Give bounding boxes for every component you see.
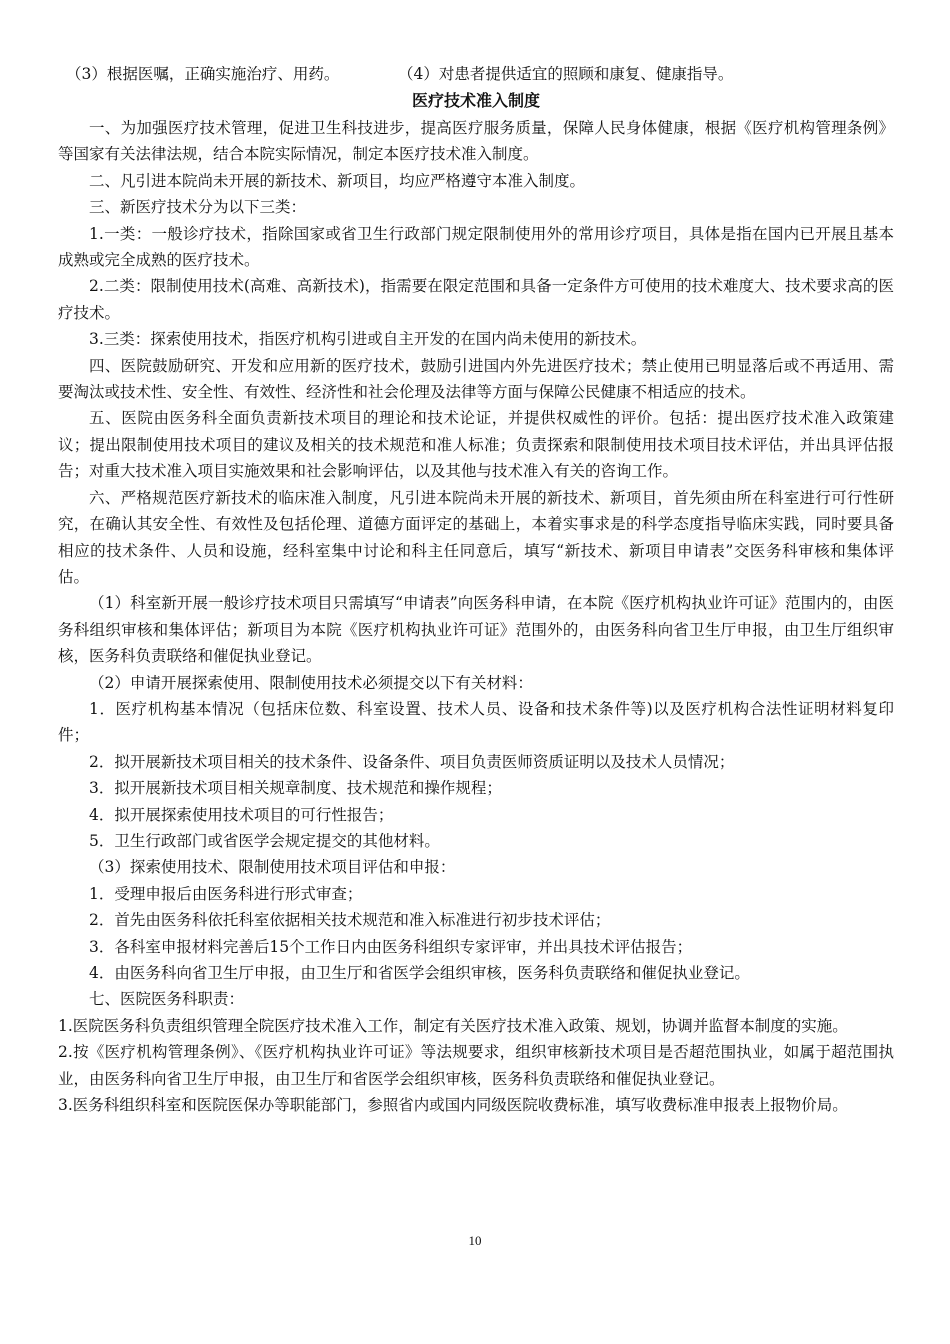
paragraph: 1．受理申报后由医务科进行形式审查； xyxy=(89,884,363,903)
paragraph: 三、新医疗技术分为以下三类： xyxy=(89,198,307,217)
carryover-item-4: （4）对患者提供适宜的照顾和康复、健康指导。 xyxy=(398,65,734,83)
paragraph: 2．首先由医务科依托科室依据相关技术规范和准入标准进行初步技术评估； xyxy=(89,911,611,930)
duty-item: 3.医务科组织科室和医院医保办等职能部门，参照省内或国内同级医院收费标准，填写收费标准申报表上报物价局。 xyxy=(58,1096,848,1115)
paragraph: 3.三类：探索使用技术，指医疗机构引进或自主开发的在国内尚未使用的新技术。 xyxy=(89,330,647,349)
paragraph: 五、医院由医务科全面负责新技术项目的理论和技术论证，并提供权威性的评价。包括：提出医疗技术准入政策建议；提出限制使用技术项目的建议及相关的技术规范和准人标准；负责探索和限制使用技术项目技术评估，并出具评估报告；对重大技术准入项目实施效果和社会影响评估，以及其他与技术准入有关的咨询工作。 xyxy=(58,409,894,481)
paragraph: 一、为加强医疗技术管理，促进卫生科技进步，提高医疗服务质量，保障人民身体健康，根据《医疗机构管理条例》等国家有关法律法规，结合本院实际情况，制定本医疗技术准入制度。 xyxy=(58,119,894,164)
paragraph: 四、医院鼓励研究、开发和应用新的医疗技术，鼓励引进国内外先进医疗技术；禁止使用已明显落后或不再适用、需要淘汰或技术性、安全性、有效性、经济性和社会伦理及法律等方面与保障公民健康不相适应的技术。 xyxy=(58,356,894,402)
carryover-item-3: （3）根据医嘱，正确实施治疗、用药。 xyxy=(66,65,340,83)
document-body xyxy=(58,115,894,1118)
paragraph: 2.二类：限制使用技术(高难、高新技术)，指需要在限定范围和具备一定条件方可使用的技术难度大、技术要求高的医疗技术。 xyxy=(58,277,894,322)
paragraph: （3）探索使用技术、限制使用技术项目评估和申报： xyxy=(89,858,456,877)
paragraph: 5．卫生行政部门或省医学会规定提交的其他材料。 xyxy=(89,831,440,850)
paragraph: 2．拟开展新技术项目相关的技术条件、设备条件、项目负责医师资质证明以及技术人员情况； xyxy=(89,752,735,771)
paragraph: （1）科室新开展一般诊疗技术项目只需填写“申请表”向医务科申请，在本院《医疗机构执业许可证》范围内的，由医务科组织审核和集体评估；新项目为本院《医疗机构执业许可证》范围外的，由医务科向省卫生厅申报，由卫生厅组织审核，医务科负责联络和催促执业登记。 xyxy=(58,594,894,666)
document-title: 医疗技术准入制度 xyxy=(411,91,540,110)
paragraph: 4．由医务科向省卫生厅申报，由卫生厅和省医学会组织审核，医务科负责联络和催促执业登记。 xyxy=(89,964,750,982)
paragraph: 4．拟开展探索使用技术项目的可行性报告； xyxy=(89,805,394,824)
paragraph: 七、医院医务科职责： xyxy=(89,990,245,1009)
paragraph: 3．拟开展新技术项目相关规章制度、技术规范和操作规程； xyxy=(89,779,502,798)
paragraph: 六、严格规范医疗新技术的临床准入制度，凡引进本院尚未开展的新技术、新项目，首先须由所在科室进行可行性研究，在确认其安全性、有效性及包括伦理、道德方面评定的基础上，本着实事求是的科学态度指导临床实践，同时要具备相应的技术条件、人员和设施，经科室集中讨论和科主任同意后，填写“新技术、新项目申请表”交医务科审核和集体评估。 xyxy=(58,488,894,586)
top-carryover-line xyxy=(58,62,894,86)
paragraph: 二、凡引进本院尚未开展的新技术、新项目，均应严格遵守本准入制度。 xyxy=(89,171,586,190)
paragraph: 1.一类：一般诊疗技术，指除国家或省卫生行政部门规定限制使用外的常用诊疗项目，具体是指在国内已开展且基本成熟或完全成熟的医疗技术。 xyxy=(58,224,894,270)
paragraph: （2）申请开展探索使用、限制使用技术必须提交以下有关材料： xyxy=(89,673,533,692)
duty-item: 1.医院医务科负责组织管理全院医疗技术准入工作，制定有关医疗技术准入政策、规划，协调并监督本制度的实施。 xyxy=(58,1016,848,1035)
duty-item: 2.按《医疗机构管理条例》、《医疗机构执业许可证》等法规要求，组织审核新技术项目是否超范围执业，如属于超范围执业，由医务科向省卫生厅申报，由卫生厅和省医学会组织审核，医务科负责联络和催促执业登记。 xyxy=(58,1043,894,1088)
paragraph: 3．各科室申报材料完善后15个工作日内由医务科组织专家评审，并出具技术评估报告； xyxy=(89,937,693,956)
paragraph: 1．医疗机构基本情况（包括床位数、科室设置、技术人员、设备和技术条件等)以及医疗机构合法性证明材料复印件； xyxy=(58,699,894,745)
page-number: 10 xyxy=(468,1233,482,1248)
